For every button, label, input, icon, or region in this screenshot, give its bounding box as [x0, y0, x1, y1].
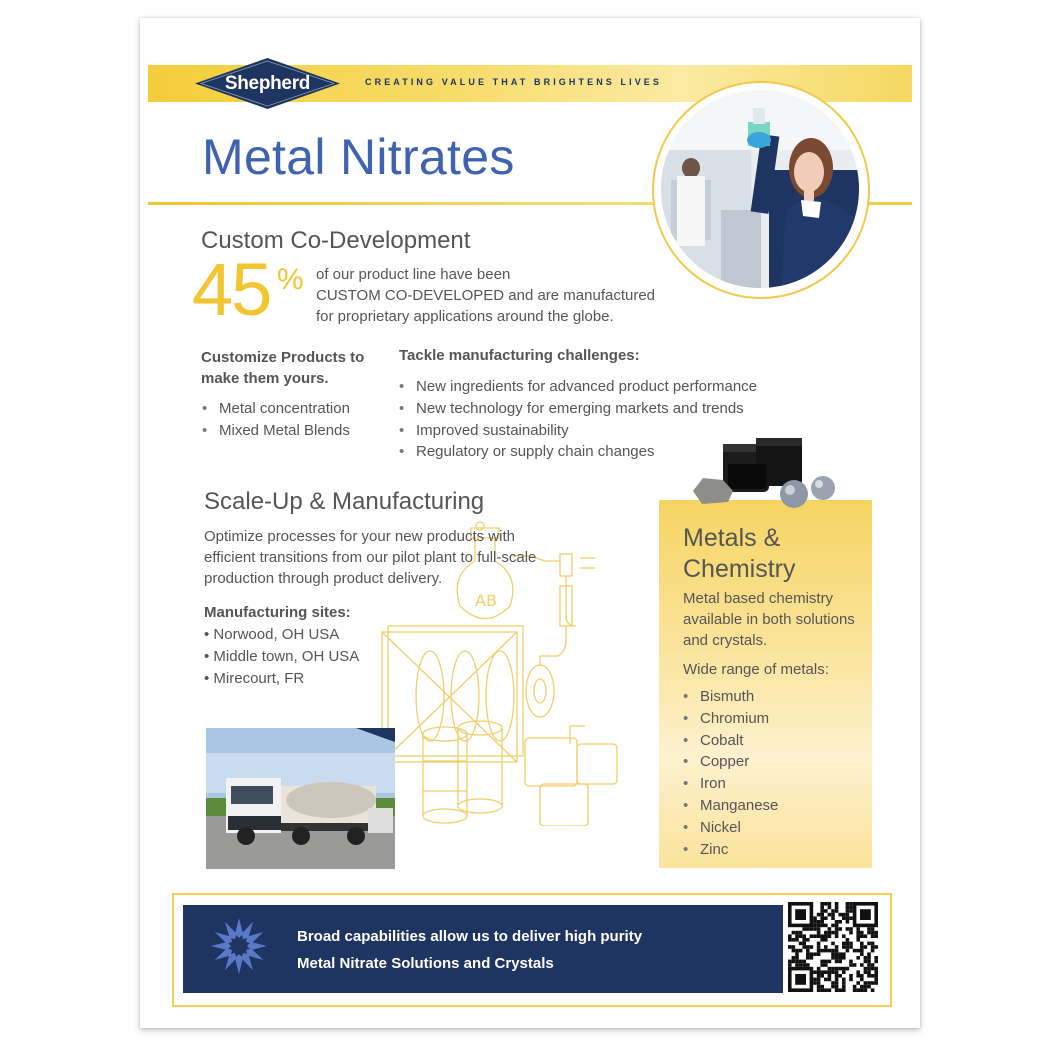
footer-line: Broad capabilities allow us to deliver high purity	[297, 928, 643, 945]
customize-heading	[201, 347, 364, 389]
stat-text	[316, 264, 655, 327]
metals-body-line: Metal based chemistry	[683, 590, 834, 607]
metals-body	[683, 588, 855, 651]
list-item: • Metal concentration	[202, 398, 350, 420]
list-item: • Improved sustainability	[399, 420, 757, 442]
footer-line: Metal Nitrate Solutions and Crystals	[297, 955, 554, 972]
stat-line: CUSTOM CO-DEVELOPED and are manufactured	[316, 287, 656, 304]
svg-text:AB: AB	[475, 591, 497, 610]
list-item: • Chromium	[683, 708, 778, 730]
site-item: • Mirecourt, FR	[204, 669, 305, 687]
list-item: • Iron	[683, 773, 778, 795]
sites-heading: Manufacturing sites:	[204, 604, 351, 621]
scale-line: production through product delivery.	[204, 570, 443, 587]
list-item: • New technology for emerging markets and trends	[399, 398, 757, 420]
metals-heading	[683, 523, 796, 585]
footer-text	[297, 923, 642, 977]
list-item: • Mixed Metal Blends	[202, 420, 350, 442]
list-item: • Copper	[683, 751, 778, 773]
flyer-page	[140, 18, 920, 1028]
customize-heading-line: make them yours.	[201, 370, 329, 387]
scale-body	[204, 526, 536, 589]
list-item: • Manganese	[683, 795, 778, 817]
metals-list	[683, 686, 778, 860]
metals-range-heading: Wide range of metals:	[683, 661, 829, 678]
stat-line: of our product line have been	[316, 266, 511, 283]
scale-line: efficient transitions from our pilot plant to full-scale	[204, 549, 537, 566]
list-item: • New ingredients for advanced product performance	[399, 376, 757, 398]
list-item: • Cobalt	[683, 730, 778, 752]
page-title: Metal Nitrates	[202, 129, 515, 185]
metal-samples-image	[688, 436, 848, 516]
metals-heading-line: Chemistry	[683, 555, 796, 583]
customize-heading-line: Customize Products to	[201, 349, 365, 366]
starburst-icon	[208, 915, 270, 977]
lab-photo	[661, 90, 859, 288]
customize-list	[202, 398, 350, 442]
list-item: • Nickel	[683, 817, 778, 839]
scale-heading: Scale-Up & Manufacturing	[204, 488, 485, 515]
truck-photo	[206, 728, 395, 869]
stat-number: 45	[192, 248, 271, 331]
stat-unit: %	[277, 263, 304, 296]
stat-line: for proprietary applications around the globe.	[316, 308, 614, 325]
logo-text: Shepherd	[224, 72, 311, 94]
site-item: • Middle town, OH USA	[204, 647, 360, 665]
sites-list	[204, 624, 359, 689]
qr-code[interactable]	[783, 897, 883, 997]
site-item: • Norwood, OH USA	[204, 626, 340, 643]
metals-body-line: available in both solutions	[683, 611, 855, 628]
tagline: CREATING VALUE THAT BRIGHTENS LIVES	[365, 77, 663, 87]
scale-line: Optimize processes for your new products with	[204, 528, 515, 545]
custom-heading: Custom Co-Development	[201, 227, 471, 254]
list-item: • Zinc	[683, 839, 778, 861]
list-item: • Regulatory or supply chain changes	[399, 441, 757, 463]
list-item: • Bismuth	[683, 686, 778, 708]
metals-body-line: and crystals.	[683, 632, 768, 649]
metals-heading-line: Metals &	[683, 524, 781, 552]
tackle-heading: Tackle manufacturing challenges:	[399, 347, 640, 364]
